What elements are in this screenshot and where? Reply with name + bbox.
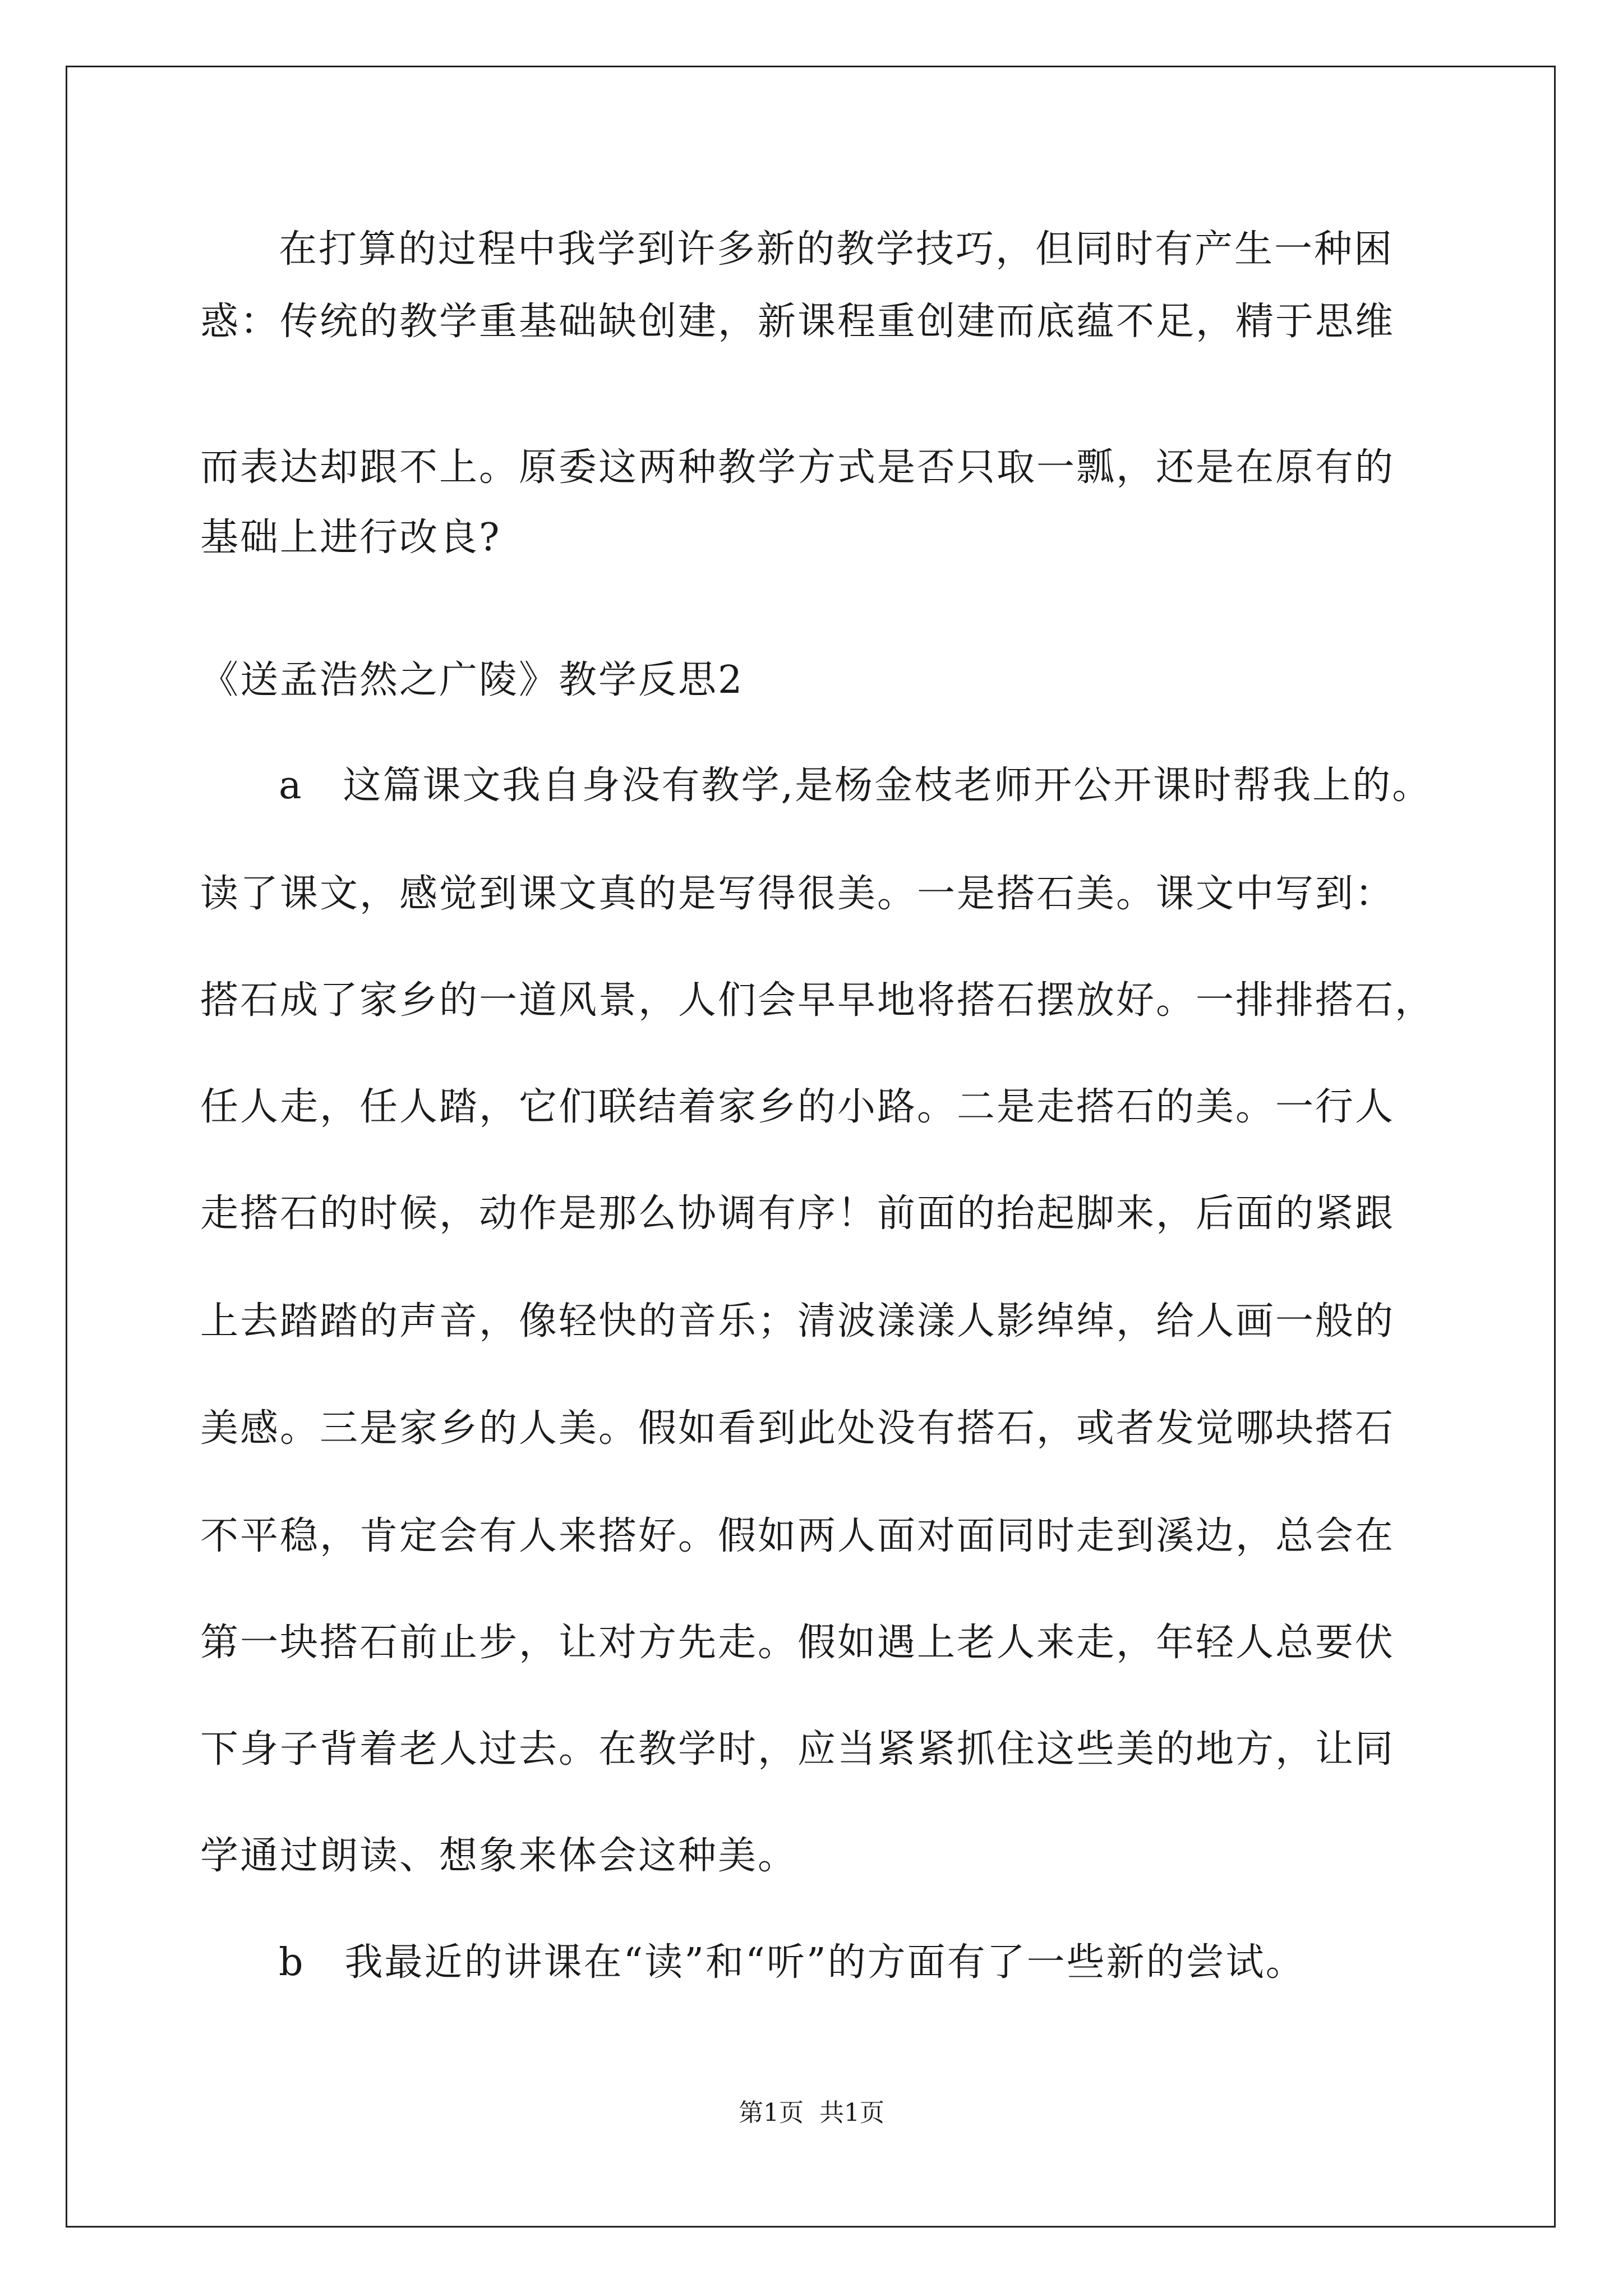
paragraph-line: b 我最近的讲课在“读”和“听”的方面有了一些新的尝试。 [279,1940,1306,1985]
paragraph-line: 走搭石的时候，动作是那么协调有序！前面的抬起脚来，后面的紧跟 [200,1191,1395,1236]
page-footer [0,2101,1623,2125]
section-heading: 《送孟浩然之广陵》教学反思2 [200,658,744,702]
paragraph-line: 学通过朗读、想象来体会这种美。 [200,1834,798,1878]
paragraph-line: 惑：传统的教学重基础缺创建，新课程重创建而底蕴不足，精于思维 [200,300,1395,344]
paragraph-line: 美感。三是家乡的人美。假如看到此处没有搭石，或者发觉哪块搭石 [200,1406,1395,1451]
paragraph-line: 不平稳，肯定会有人来搭好。假如两人面对面同时走到溪边，总会在 [200,1514,1395,1558]
paragraph-line: 基础上进行改良? [200,516,501,560]
page-number: 第1页 [739,2099,804,2127]
page-total: 共1页 [819,2099,884,2127]
paragraph-line: 在打算的过程中我学到许多新的教学技巧，但同时有产生一种困 [279,227,1394,272]
paragraph-line: a 这篇课文我自身没有教学,是杨金枝老师开公开课时帮我上的。 [279,763,1432,808]
paragraph-line: 下身子背着老人过去。在教学时，应当紧紧抓住这些美的地方，让同 [200,1727,1395,1772]
paragraph-line: 任人走，任人踏，它们联结着家乡的小路。二是走搭石的美。一行人 [200,1085,1395,1129]
paragraph-line: 第一块搭石前止步，让对方先走。假如遇上老人来走，年轻人总要伏 [200,1621,1395,1665]
paragraph-line: 读了课文，感觉到课文真的是写得很美。一是搭石美。课文中写到： [200,872,1395,916]
paragraph-line: 而表达却跟不上。原委这两种教学方式是否只取一瓢，还是在原有的 [200,445,1395,490]
page-border [66,66,1556,2228]
paragraph-line: 搭石成了家乡的一道风景，人们会早早地将搭石摆放好。一排排搭石， [200,978,1435,1023]
paragraph-line: 上去踏踏的声音，像轻快的音乐；清波漾漾人影绰绰，给人画一般的 [200,1299,1395,1343]
